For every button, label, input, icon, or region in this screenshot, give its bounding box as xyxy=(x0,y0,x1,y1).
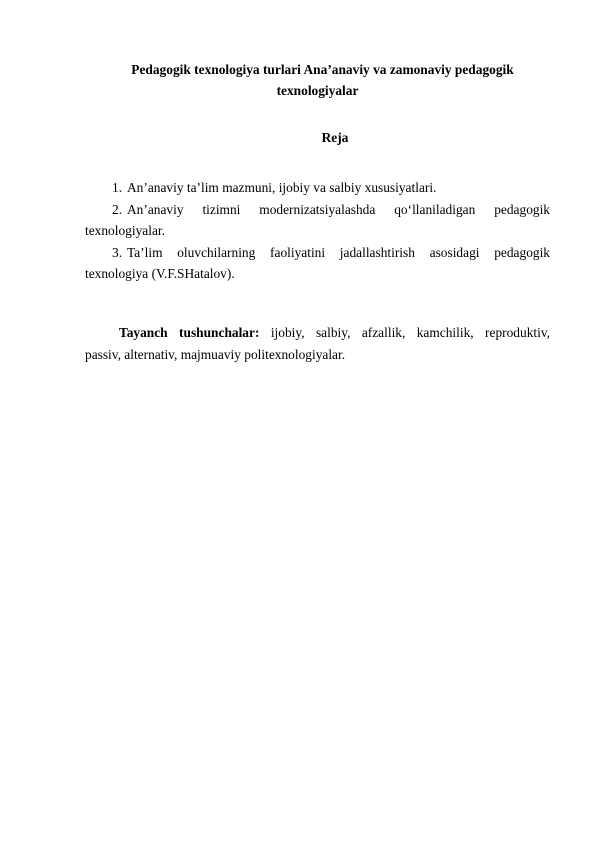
keywords-paragraph xyxy=(85,322,550,366)
keywords-label: Tayanch tushunchalar: xyxy=(119,325,260,340)
document-title-line-1: Pedagogik texnologiya turlari Ana’anaviy va zamonaviy pedagogik xyxy=(131,62,514,77)
plan-item-text: Ta’lim oluvchilarning faoliyatini jadallashtirish asosidagi pedagogik xyxy=(127,244,550,260)
plan-item-number: 3. xyxy=(112,244,123,260)
plan-item-text: An’anaviy tizimni modernizatsiyalashda qo‘llaniladigan pedagogik xyxy=(127,201,550,217)
plan-item-1 xyxy=(85,177,550,199)
plan-item-number: 1. xyxy=(112,180,123,195)
plan-item-2 xyxy=(85,199,550,242)
plan-item-text-continued: texnologiyalar. xyxy=(85,223,165,238)
plan-heading: Reja xyxy=(321,130,349,145)
plan-item-number: 2. xyxy=(112,201,123,217)
keywords-text-continued: passiv, alternativ, majmuaviy politexnologiyalar. xyxy=(85,347,346,362)
plan-list xyxy=(85,177,550,285)
document-title-line-2: texnologiyalar xyxy=(276,83,359,98)
plan-item-text: An’anaviy ta’lim mazmuni, ijobiy va salbiy xususiyatlari. xyxy=(127,180,437,195)
plan-item-3 xyxy=(85,242,550,285)
keywords-text: ijobiy, salbiy, afzallik, kamchilik, reproduktiv, xyxy=(270,325,550,340)
plan-item-text-continued: texnologiya (V.F.SHatalov). xyxy=(85,266,235,281)
